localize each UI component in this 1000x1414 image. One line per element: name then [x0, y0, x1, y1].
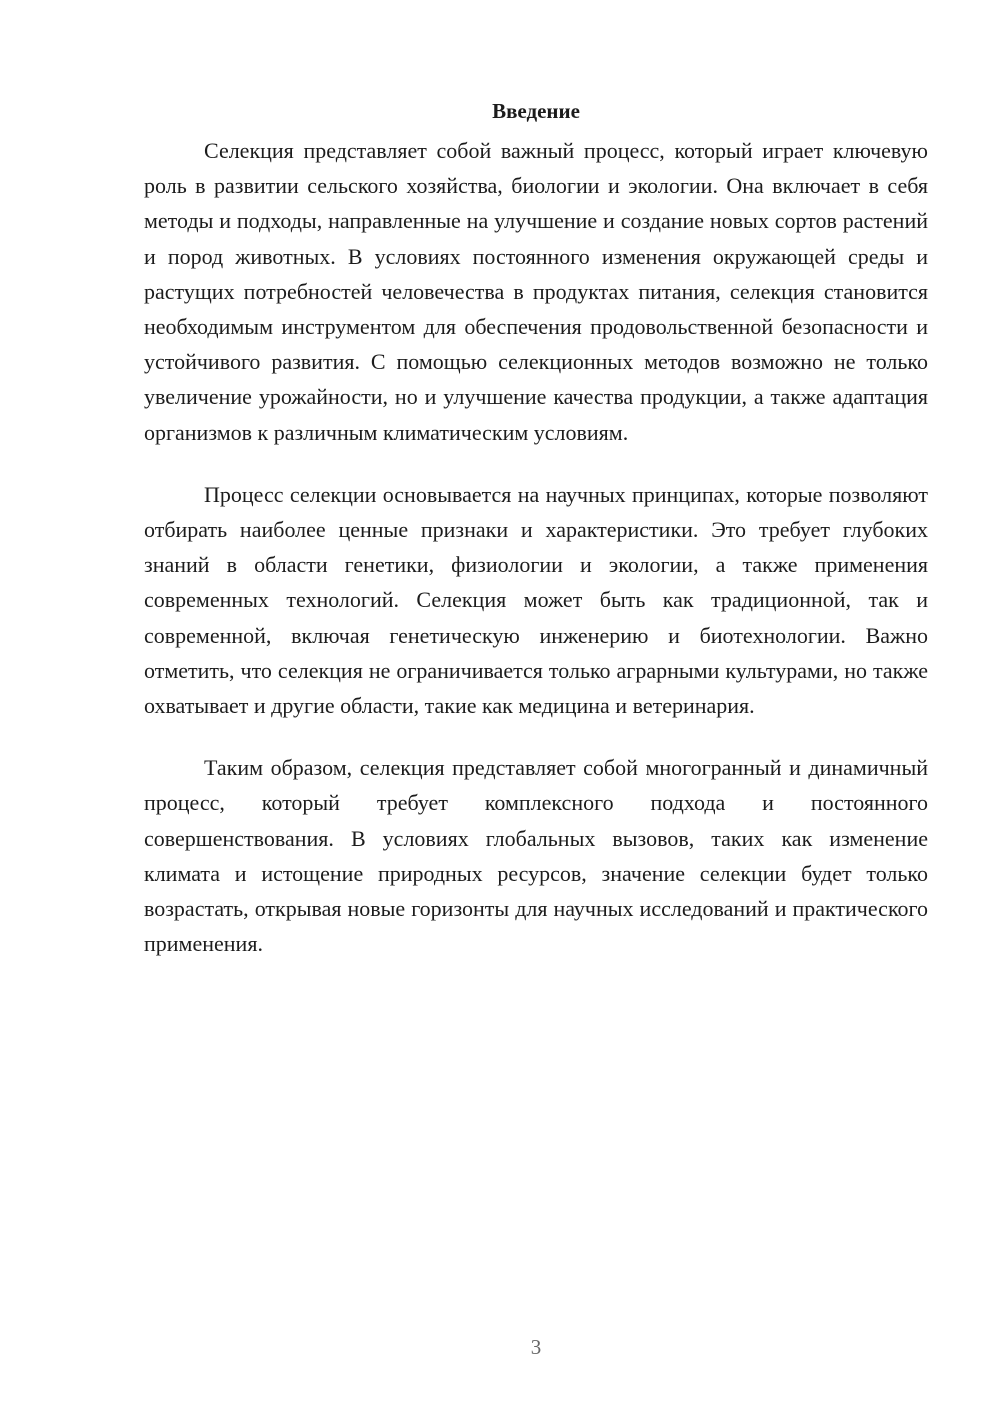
- section-title: Введение: [492, 99, 580, 123]
- paragraph-1: Селекция представляет собой важный процесс, который играет ключевую роль в развитии сельского хозяйства, биологии и экологии. Она включает в себя методы и подходы, направленные на улучшение и создание новых сортов растений и пород животных. В условиях постоянного изменения окружающей среды и растущих потребностей человечества в продуктах питания, селекция становится необходимым инструментом для обеспечения продовольственной безопасности и устойчивого развития. С помощью селекционных методов возможно не только увеличение урожайности, но и улучшение качества продукции, а также адаптация организмов к различным климатическим условиям.: [144, 138, 928, 445]
- document-body: [144, 96, 928, 988]
- page-number: 3: [530, 1335, 542, 1359]
- paragraph-3: Таким образом, селекция представляет собой многогранный и динамичный процесс, который требует комплексного подхода и постоянного совершенствования. В условиях глобальных вызовов, таких как изменение климата и истощение природных ресурсов, значение селекции будет только возрастать, открывая новые горизонты для научных исследований и практического применения.: [144, 755, 928, 957]
- paragraph-2: Процесс селекции основывается на научных принципах, которые позволяют отбирать наиболее ценные признаки и характеристики. Это требует глубоких знаний в области генетики, физиологии и экологии, а также применения современных технологий. Селекция может быть как традиционной, так и современной, включая генетическую инженерию и биотехнологии. Важно отметить, что селекция не ограничивается только аграрными культурами, но также охватывает и другие области, такие как медицина и ветеринария.: [144, 481, 928, 719]
